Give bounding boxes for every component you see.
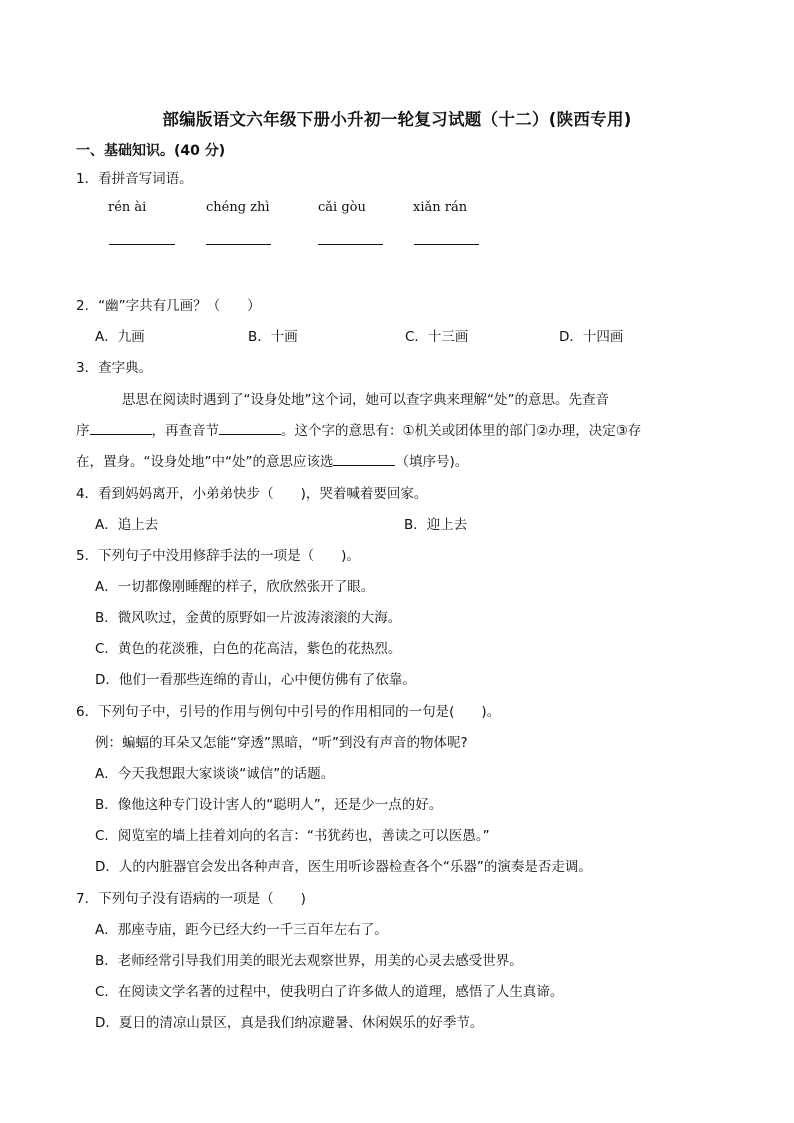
question-3-stem: 3．查字典。 [76,360,153,376]
question-3-paragraph-line-3 [76,450,468,470]
answer-blank-3[interactable] [318,244,383,245]
answer-blank-2[interactable] [206,244,271,245]
question-3-paragraph-line-2 [76,419,641,439]
answer-blank-1[interactable] [109,244,175,245]
question-4-stem: 4．看到妈妈离开，小弟弟快步（ )，哭着喊着要回家。 [76,486,428,502]
question-2-option-c[interactable]: C．十三画 [405,329,469,345]
answer-blank-4[interactable] [414,244,479,245]
answer-blank-meaning[interactable] [333,453,395,466]
question-3-text: （填序号)。 [395,454,469,470]
question-5-option-b[interactable]: B．微风吹过，金黄的原野如一片波涛滚滚的大海。 [95,610,402,626]
question-1-stem: 1．看拼音写词语。 [76,171,193,187]
question-5-option-c[interactable]: C．黄色的花淡雅，白色的花高洁，紫色的花热烈。 [95,641,402,657]
question-2-stem: 2．“幽”字共有几画？（ ） [76,298,261,314]
pinyin-2: chéng zhì [206,200,270,215]
question-2-option-a[interactable]: A．九画 [95,329,145,345]
question-6-option-d[interactable]: D．人的内脏器官会发出各种声音，医生用听诊器检查各个“乐器”的演奏是否走调。 [95,859,592,875]
question-6-example: 例：蝙蝠的耳朵又怎能“穿透”黑暗，“听”到没有声音的物体呢? [95,735,468,751]
question-6-option-a[interactable]: A．今天我想跟大家谈谈“诚信”的话题。 [95,766,335,782]
question-7-option-c[interactable]: C．在阅读文学名著的过程中，使我明白了许多做人的道理，感悟了人生真谛。 [95,984,564,1000]
question-7-stem: 7．下列句子没有语病的一项是（ ) [76,891,306,907]
question-5-stem: 5．下列句子中没用修辞手法的一项是（ )。 [76,548,360,564]
question-2-option-d[interactable]: D．十四画 [559,329,624,345]
question-4-option-b[interactable]: B．迎上去 [404,517,468,533]
pinyin-4: xiǎn rán [413,200,468,215]
pinyin-3: cǎi gòu [318,200,366,215]
question-3-text: 序 [76,423,90,439]
question-7-option-b[interactable]: B．老师经常引导我们用美的眼光去观察世界，用美的心灵去感受世界。 [95,953,523,969]
section-heading-basics: 一、基础知识。(40 分) [76,143,226,159]
pinyin-1: rén ài [108,200,147,215]
question-6-option-c[interactable]: C．阅览室的墙上挂着刘向的名言：“书犹药也，善读之可以医愚。” [95,828,490,844]
question-3-paragraph-line-1: 思思在阅读时遇到了“设身处地”这个词，她可以查字典来理解“处”的意思。先查音 [122,392,609,408]
question-7-option-d[interactable]: D．夏日的清凉山景区，真是我们纳凉避暑、休闲娱乐的好季节。 [95,1015,484,1031]
question-7-option-a[interactable]: A．那座寺庙，距今已经大约一千三百年左右了。 [95,922,388,938]
answer-blank-syllable[interactable] [219,422,281,435]
question-3-text: 。这个字的意思有：①机关或团体里的部门②办理，决定③存 [281,423,642,439]
question-2-option-b[interactable]: B．十画 [248,329,298,345]
question-5-option-a[interactable]: A．一切都像刚睡醒的样子，欣欣然张开了眼。 [95,579,375,595]
question-3-text: 在，置身。“设身处地”中“处”的意思应该选 [76,454,334,470]
page-title: 部编版语文六年级下册小升初一轮复习试题（十二）(陕西专用) [162,110,632,129]
question-5-option-d[interactable]: D．他们一看那些连绵的青山，心中便仿佛有了依靠。 [95,672,416,688]
answer-blank-sequence[interactable] [90,422,152,435]
question-6-option-b[interactable]: B．像他这种专门设计害人的“聪明人”，还是少一点的好。 [95,797,443,813]
question-4-option-a[interactable]: A．追上去 [95,517,159,533]
question-6-stem: 6．下列句子中，引号的作用与例句中引号的作用相同的一句是( )。 [76,704,501,720]
question-3-text: ，再查音节 [151,423,219,439]
